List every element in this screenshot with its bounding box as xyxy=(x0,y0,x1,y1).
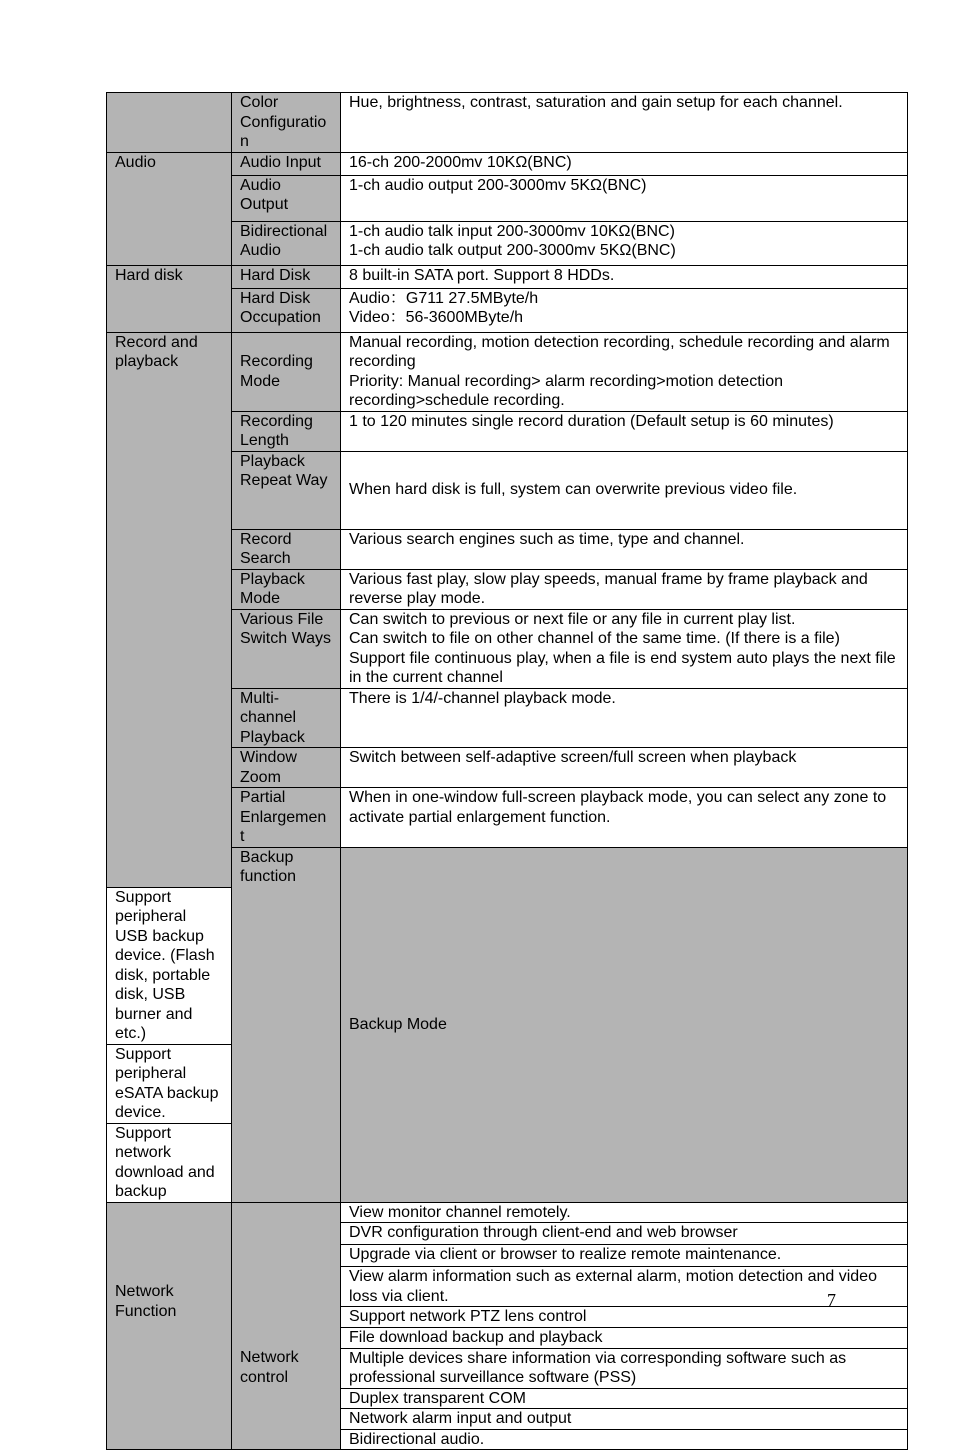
desc-bidirectional-audio xyxy=(341,221,908,265)
desc-audio-output: 1-ch audio output 200-3000mv 5KΩ(BNC) xyxy=(341,175,908,221)
desc-line: 1-ch audio talk input 200-3000mv 10KΩ(BNC) xyxy=(349,222,675,240)
desc-network-item: Bidirectional audio. xyxy=(341,1429,908,1450)
sub-network-control: Network control xyxy=(232,1202,341,1450)
sub-bidirectional-audio: Bidirectional Audio xyxy=(232,221,341,265)
desc-audio-input: 16-ch 200-2000mv 10KΩ(BNC) xyxy=(341,152,908,175)
desc-playback-mode: Various fast play, slow play speeds, manual frame by frame playback and reverse play mode. xyxy=(341,569,908,609)
sub-multi-channel-playback: Multi-channel Playback xyxy=(232,688,341,748)
desc-network-item: Support network PTZ lens control xyxy=(341,1307,908,1328)
desc-hard-disk-occupation xyxy=(341,288,908,332)
sub-recording-mode: Recording Mode xyxy=(232,332,341,411)
desc-network-item: Duplex transparent COM xyxy=(341,1388,908,1409)
sub-color-configuration: Color Configuratio n xyxy=(232,93,341,153)
sub-backup-mode: Backup Mode xyxy=(341,847,908,1202)
desc-file-switch-ways xyxy=(341,609,908,688)
sub-audio-output: Audio Output xyxy=(232,175,341,221)
desc-line: Manual recording, motion detection recording, schedule recording and alarm recording xyxy=(349,333,890,370)
desc-hard-disk: 8 built-in SATA port. Support 8 HDDs. xyxy=(341,265,908,288)
page-number: 7 xyxy=(827,1290,836,1310)
desc-network-item: Network alarm input and output xyxy=(341,1409,908,1430)
desc-network-item: Multiple devices share information via corresponding software such as professional surveillance software (PSS) xyxy=(341,1348,908,1388)
category-audio: Audio xyxy=(107,152,232,265)
sub-playback-mode: Playback Mode xyxy=(232,569,341,609)
category-cell-empty xyxy=(107,93,232,153)
desc-color-configuration: Hue, brightness, contrast, saturation and gain setup for each channel. xyxy=(341,93,908,153)
desc-backup-item: Support peripheral eSATA backup device. xyxy=(107,1044,232,1123)
sub-file-switch-ways: Various File Switch Ways xyxy=(232,609,341,688)
desc-window-zoom: Switch between self-adaptive screen/full screen when playback xyxy=(341,748,908,788)
desc-line: Priority: Manual recording> alarm recording>motion detection recording>schedule recording. xyxy=(349,372,783,409)
sub-recording-length: Recording Length xyxy=(232,411,341,451)
category-hard-disk: Hard disk xyxy=(107,265,232,332)
desc-network-item: Upgrade via client or browser to realize remote maintenance. xyxy=(341,1245,908,1267)
sub-partial-enlargement: Partial Enlargemen t xyxy=(232,788,341,848)
sub-hard-disk: Hard Disk xyxy=(232,265,341,288)
desc-network-item: View monitor channel remotely. xyxy=(341,1202,908,1223)
desc-line: Audio：G711 27.5MByte/h xyxy=(349,289,539,307)
desc-backup-item: Support network download and backup xyxy=(107,1123,232,1202)
sub-audio-input: Audio Input xyxy=(232,152,341,175)
sub-hard-disk-occupation: Hard Disk Occupation xyxy=(232,288,341,332)
sub-record-search: Record Search xyxy=(232,529,341,569)
desc-record-search: Various search engines such as time, type and channel. xyxy=(341,529,908,569)
desc-line: Can switch to previous or next file or any file in current play list. xyxy=(349,610,796,628)
desc-line: 1-ch audio talk output 200-3000mv 5KΩ(BNC) xyxy=(349,242,676,259)
desc-line: Support file continuous play, when a file is end system auto plays the next file in the current channel xyxy=(349,649,896,686)
desc-multi-channel-playback: There is 1/4/-channel playback mode. xyxy=(341,688,908,748)
desc-recording-mode xyxy=(341,332,908,411)
desc-recording-length: 1 to 120 minutes single record duration (Default setup is 60 minutes) xyxy=(341,411,908,451)
specification-table xyxy=(106,92,908,1450)
desc-partial-enlargement: When in one-window full-screen playback mode, you can select any zone to activate partial enlargement function. xyxy=(341,788,908,848)
sub-window-zoom: Window Zoom xyxy=(232,748,341,788)
desc-playback-repeat-way: When hard disk is full, system can overwrite previous video file. xyxy=(341,451,908,529)
desc-line: Video：56-3600MByte/h xyxy=(349,309,524,326)
sub-playback-repeat-way: Playback Repeat Way xyxy=(232,451,341,529)
desc-network-item: File download backup and playback xyxy=(341,1328,908,1349)
category-backup-function: Backup function xyxy=(232,847,341,1202)
desc-line: Can switch to file on other channel of the same time. (If there is a file) xyxy=(349,630,840,647)
desc-backup-item: Support peripheral USB backup device. (Flash disk, portable disk, USB burner and etc.) xyxy=(107,887,232,1044)
category-record-playback: Record and playback xyxy=(107,332,232,887)
desc-network-item: View alarm information such as external alarm, motion detection and video loss via client. xyxy=(341,1267,908,1307)
desc-network-item: DVR configuration through client-end and web browser xyxy=(341,1223,908,1245)
category-network-function: Network Function xyxy=(107,1202,232,1450)
